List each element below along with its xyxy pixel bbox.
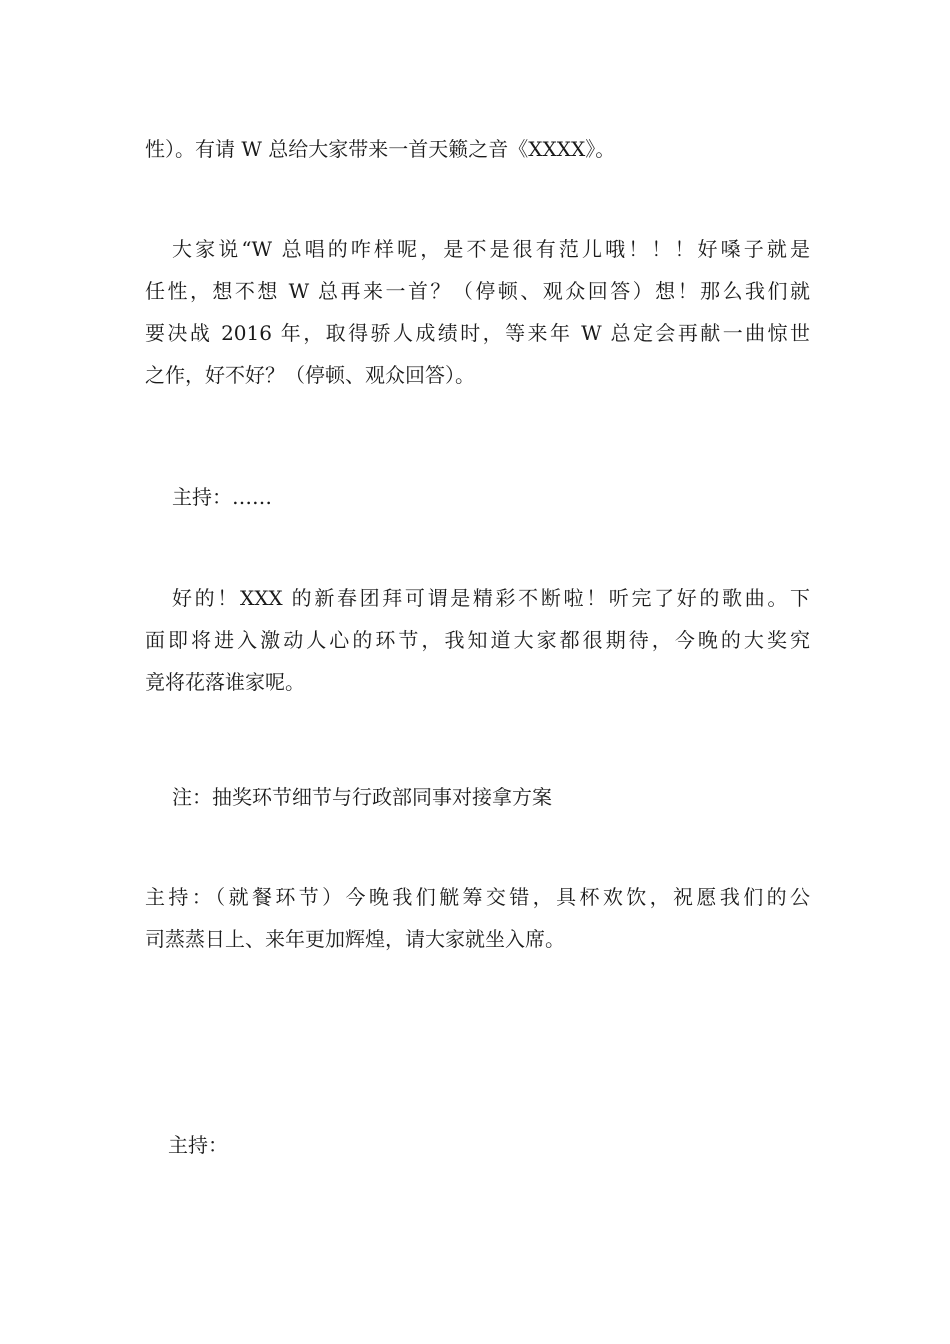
paragraph-host-ellipsis	[145, 476, 810, 518]
text-line: 主持：	[168, 1133, 228, 1157]
text-line: 竟将花落谁家呢。	[145, 670, 305, 694]
paragraph-w-song-comment	[145, 228, 810, 396]
text-line: 面即将进入激动人心的环节，我知道大家都很期待，今晚的大奖究	[145, 628, 810, 652]
text-line: 之作，好不好？（停顿、观众回答）。	[145, 363, 475, 387]
text-line: 好的！XXX 的新春团拜可谓是精彩不断啦！听完了好的歌曲。下	[172, 586, 810, 610]
paragraph-note	[145, 776, 810, 818]
text-line: 性）。有请 W 总给大家带来一首天籁之音《XXXX》。	[145, 137, 616, 161]
paragraph-lottery-intro	[145, 577, 810, 703]
text-line: 任性，想不想 W 总再来一首？（停顿、观众回答）想！那么我们就	[145, 279, 810, 303]
paragraph-host-closing	[168, 1124, 808, 1166]
paragraph-dinner	[145, 876, 810, 960]
text-line: 要决战 2016 年，取得骄人成绩时，等来年 W 总定会再献一曲惊世	[145, 321, 810, 345]
text-line: 司蒸蒸日上、来年更加辉煌，请大家就坐入席。	[145, 927, 565, 951]
text-line: 主持：……	[172, 485, 272, 509]
text-line: 大家说“W 总唱的咋样呢，是不是很有范儿哦！！！好嗓子就是	[172, 237, 810, 261]
paragraph-continuation	[145, 128, 810, 170]
text-line: 注：抽奖环节细节与行政部同事对接拿方案	[172, 785, 552, 809]
text-line: 主持：（就餐环节）今晚我们觥筹交错，具杯欢饮，祝愿我们的公	[145, 885, 810, 909]
